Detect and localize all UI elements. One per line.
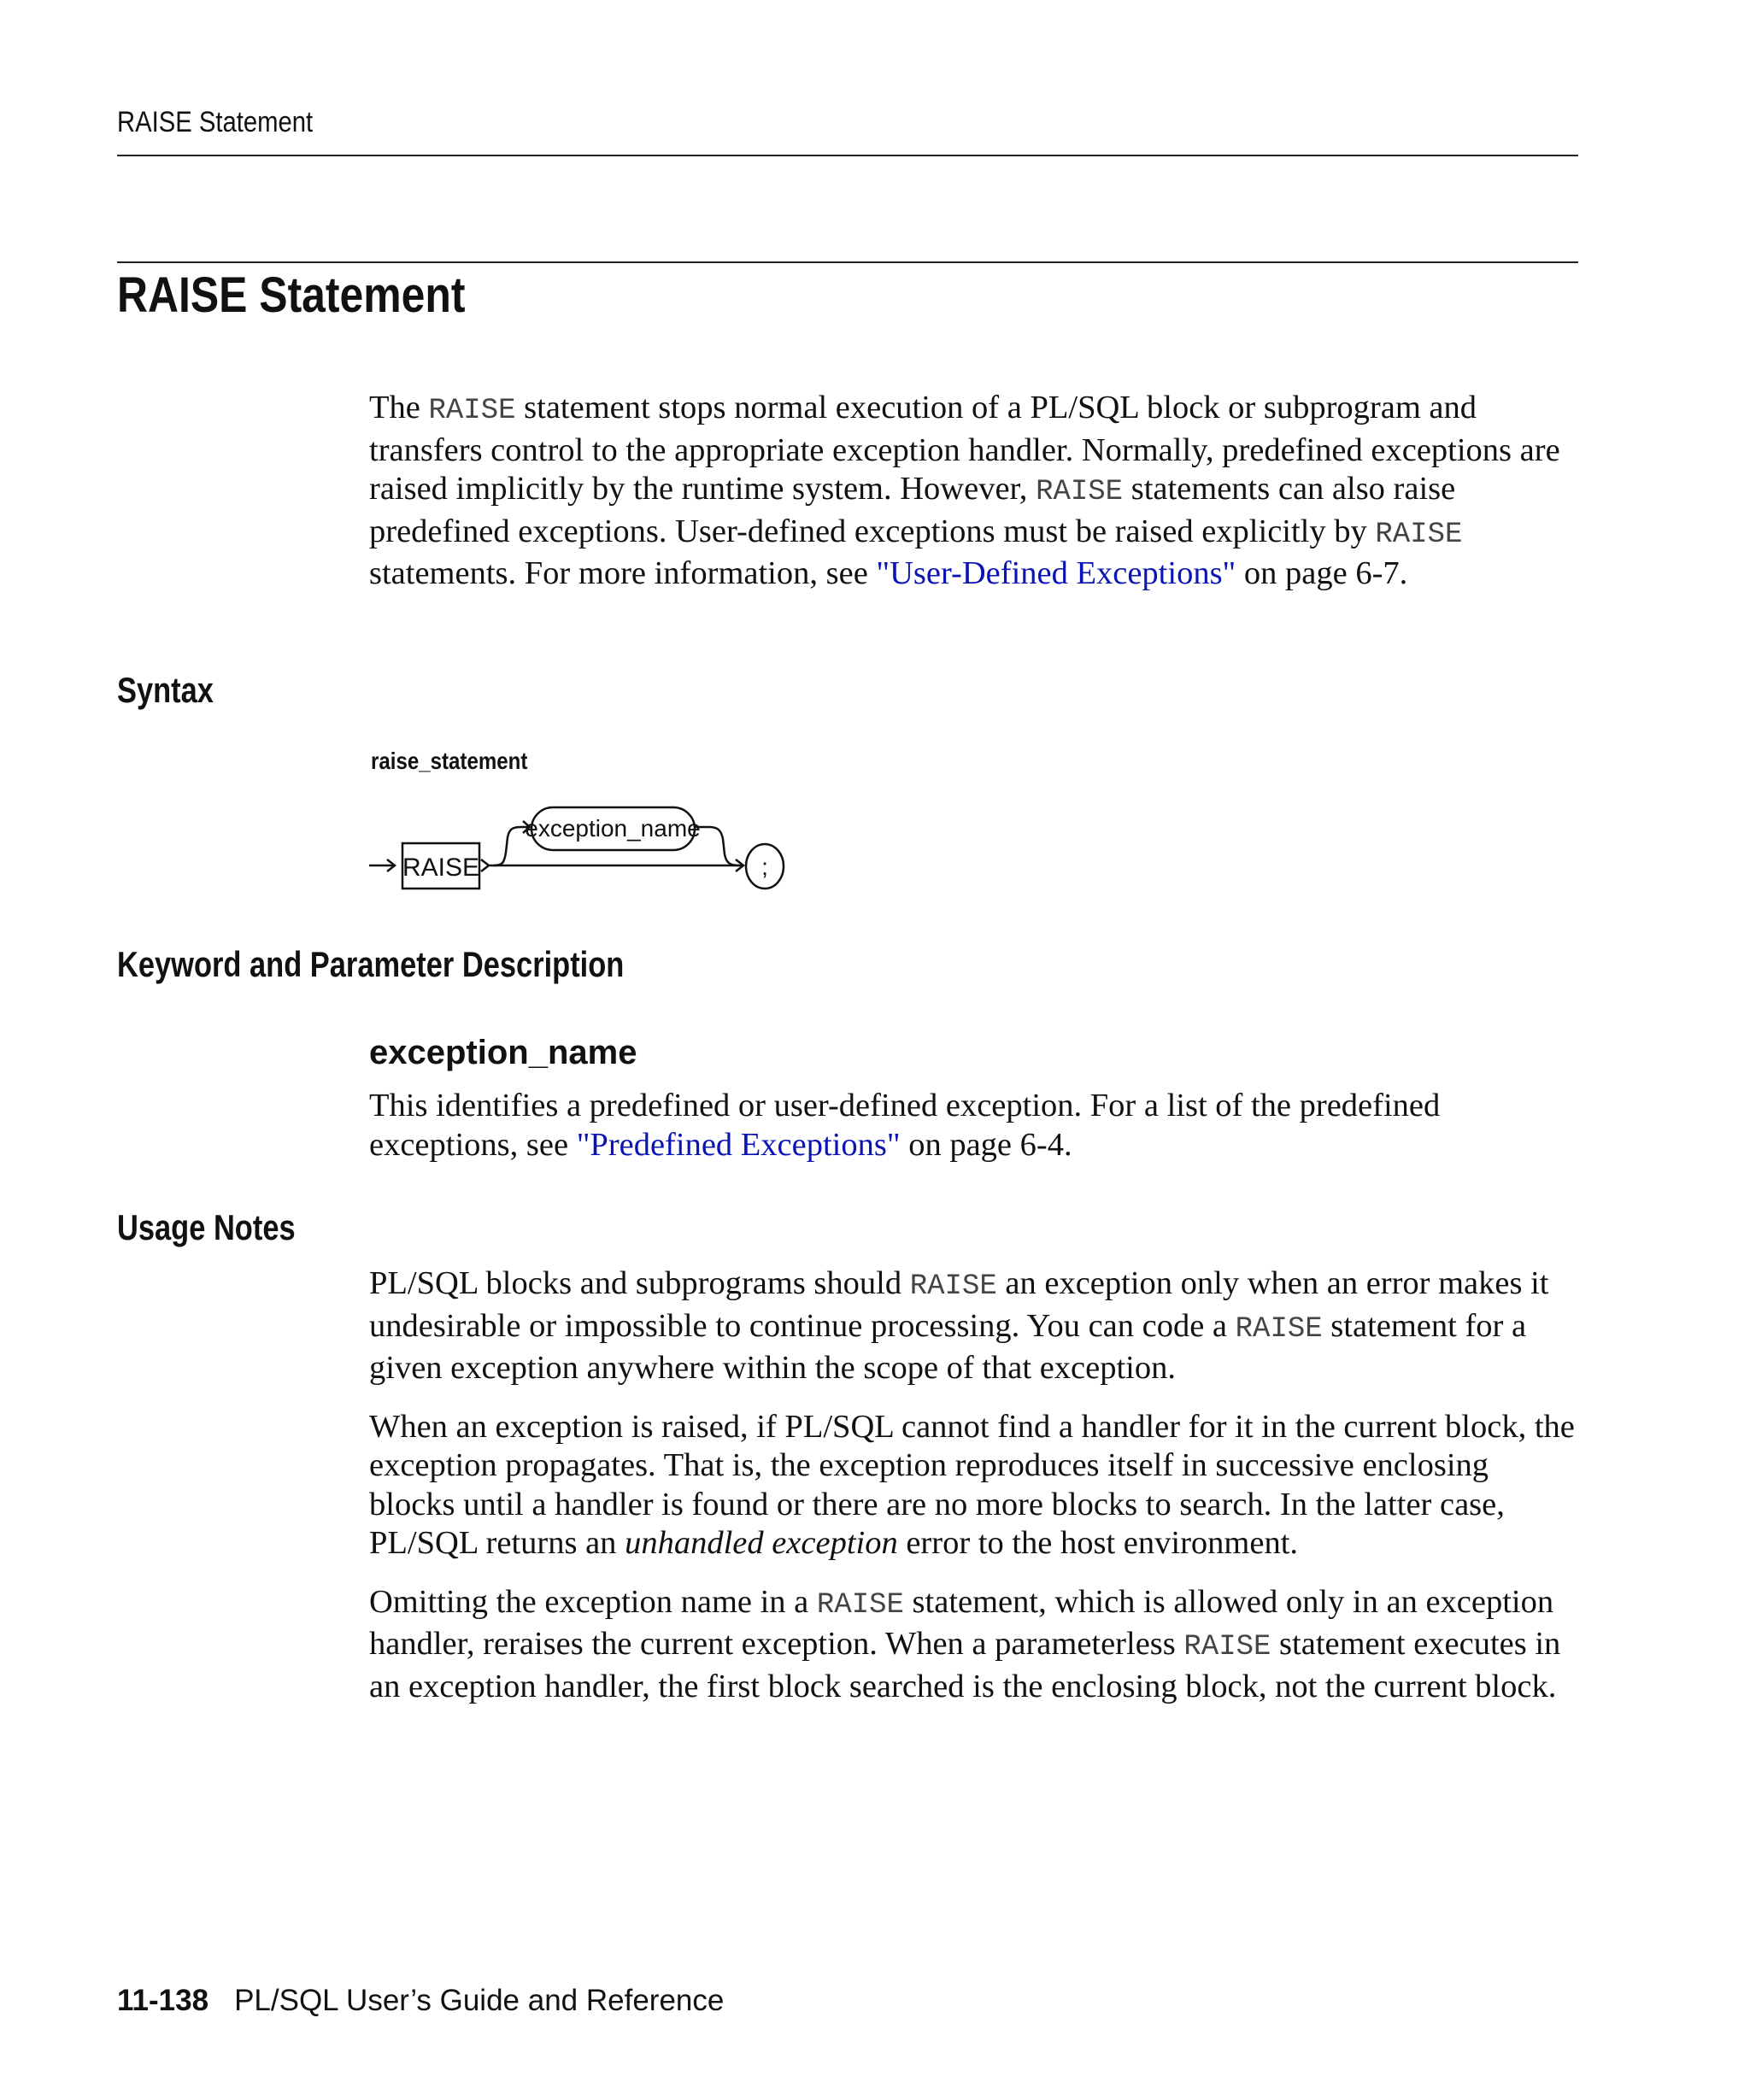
book-title: PL/SQL User’s Guide and Reference	[234, 1984, 725, 2017]
param-description	[369, 1087, 1583, 1184]
cross-reference-link[interactable]: "User-Defined Exceptions"	[876, 555, 1236, 591]
inline-code: RAISE	[428, 395, 516, 427]
inline-code: RAISE	[816, 1588, 904, 1622]
usage-notes	[369, 1264, 1583, 1726]
usage-paragraph: When an exception is raised, if PL/SQL cannot find a handler for it in the current block, the exception propagates. That is, the exception reproduces itself in successive enclosing blocks until a handler is found or there are no more blocks to search. In the latter case, PL/SQL returns an unhandled exception error to the host environment.	[369, 1408, 1575, 1561]
inline-code: RAISE	[1235, 1312, 1323, 1346]
param-name: exception_name	[369, 1034, 637, 1071]
usage-paragraph: PL/SQL blocks and subprograms should RAISE an exception only when an error makes it undesirable or impossible to continue processing. You can code a RAISE statement for a given exception anywhere within the scope of that exception.	[369, 1265, 1549, 1386]
page-footer	[117, 1984, 724, 2018]
param-desc-text: This identifies a predefined or user-defined exception. For a list of the predefined exceptions, see "Predefined Exceptions" on page 6-4.	[369, 1088, 1441, 1163]
cross-reference-link[interactable]: "Predefined Exceptions"	[576, 1126, 901, 1163]
title-rule	[117, 261, 1578, 263]
header-rule	[117, 155, 1578, 156]
syntax-heading: Syntax	[117, 670, 214, 710]
inline-code: RAISE	[1036, 476, 1124, 508]
intro-text: The RAISE statement stops normal execution of a PL/SQL block or subprogram and transfers control to the appropriate exception handler. Normally, predefined exceptions are raised implicitly by the runtime system. However, RAISE statements can also raise predefined exceptions. User-defined exceptions must be raised explicitly by RAISE statements. For more information, see "User-Defined Exceptions" on page 6-7.	[369, 390, 1560, 591]
syntax-diagram	[359, 786, 872, 906]
diagram-label: raise_statement	[371, 748, 528, 774]
inline-code: RAISE	[1183, 1631, 1271, 1663]
inline-code: RAISE	[909, 1270, 997, 1303]
page-number: 11-138	[117, 1984, 209, 2017]
usage-heading: Usage Notes	[117, 1207, 296, 1247]
raise-keyword-box: RAISE	[402, 853, 480, 882]
inline-code: RAISE	[1375, 518, 1463, 551]
usage-paragraph: Omitting the exception name in a RAISE statement, which is allowed only in an exception handler, reraises the current exception. When a parameterless RAISE statement executes in an exception handler, the first block searched is the enclosing block, not the current block.	[369, 1583, 1561, 1704]
intro-paragraph	[369, 389, 1583, 613]
terminator-circle: ;	[761, 853, 768, 880]
page-title: RAISE Statement	[117, 267, 466, 323]
emphasis: unhandled exception	[625, 1525, 898, 1561]
running-header: RAISE Statement	[117, 106, 314, 138]
exception-name-oval: exception_name	[525, 815, 701, 842]
keyword-heading: Keyword and Parameter Description	[117, 944, 625, 984]
